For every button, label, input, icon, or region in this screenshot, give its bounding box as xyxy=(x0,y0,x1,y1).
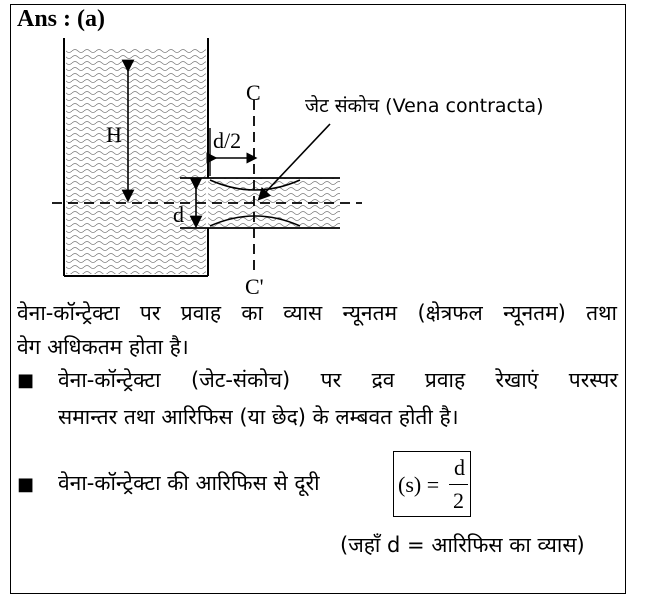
answer-label: Ans : (a) xyxy=(17,6,105,32)
formula-denominator: 2 xyxy=(453,488,464,513)
bullet-1-line-1: वेना-कॉन्ट्रेक्टा (जेट-संकोच) पर द्रव प्रवाह रेखाएं परस्पर xyxy=(58,368,618,392)
bullet-marker-2: ■ xyxy=(17,474,35,495)
label-d-half: d/2 xyxy=(213,128,242,153)
bullet-1-line-2: समान्तर तथा आरिफिस (या छेद) के लम्बवत होती है। xyxy=(58,405,459,429)
jet-water xyxy=(208,178,340,228)
label-H: H xyxy=(106,122,122,147)
orifice-diameter-note: (जहाँ d = आरिफिस का व्यास) xyxy=(340,533,585,557)
formula-lhs: (s) = xyxy=(398,472,440,497)
bullet-marker-1: ■ xyxy=(17,370,35,391)
bullet-2-line-1: वेना-कॉन्ट्रेक्टा की आरिफिस से दूरी xyxy=(58,471,320,495)
label-vena-contracta: जेट संकोच (Vena contracta) xyxy=(305,95,544,117)
fraction-bar xyxy=(449,484,468,485)
formula-numerator: d xyxy=(454,455,465,480)
label-C: C xyxy=(246,80,261,105)
label-C-prime: C' xyxy=(245,274,264,299)
paragraph-line-1: वेना-कॉन्ट्रेक्टा पर प्रवाह का व्यास न्यूनतम (क्षेत्रफल न्यूनतम) तथा xyxy=(17,301,617,325)
distance-formula xyxy=(393,451,471,517)
label-d: d xyxy=(173,202,184,227)
tank-water xyxy=(66,48,206,274)
paragraph-line-2: वेग अधिकतम होता है। xyxy=(17,335,189,359)
